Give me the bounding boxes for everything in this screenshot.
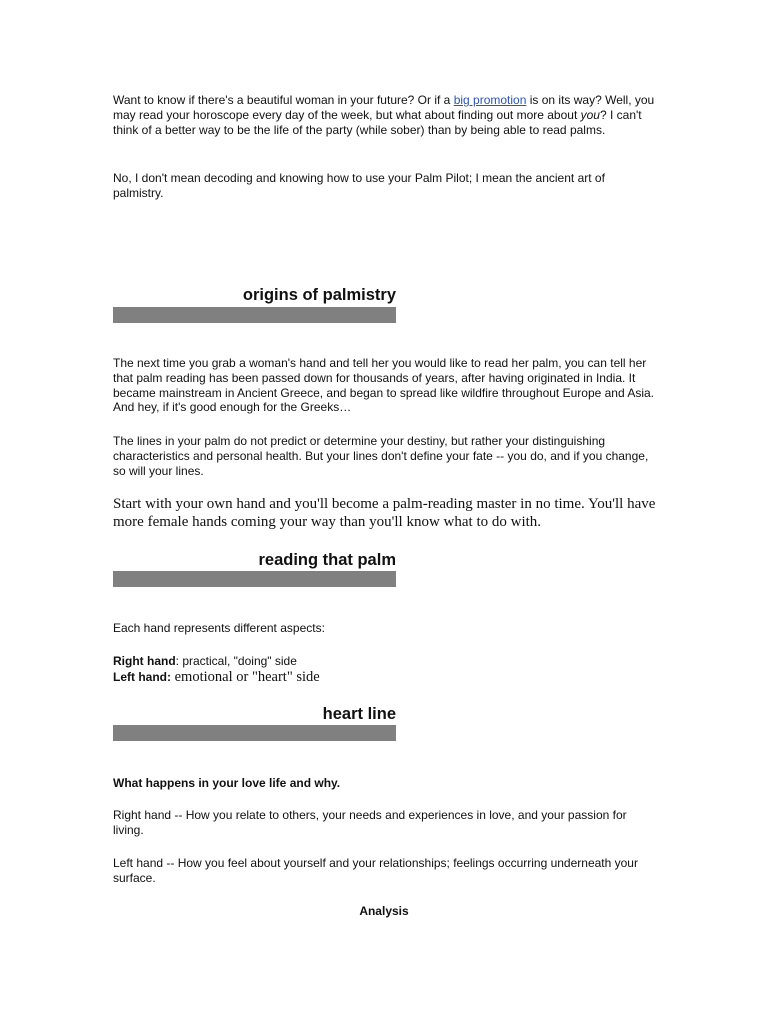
origins-paragraph-3: Start with your own hand and you'll become a palm-reading master in no time. You'll have more female hands coming your way than you'll know what to do with.	[113, 496, 656, 530]
heart-subheading: What happens in your love life and why.	[113, 776, 341, 790]
origins-heading-bar	[113, 307, 396, 323]
heart-line-heading-bar	[113, 725, 396, 741]
origins-paragraph-1: The next time you grab a woman's hand and tell her you would like to read her palm, you can tell her that palm reading has been passed down for thousands of years, after having originated in India. It became mainstream in Ancient Greece, and began to spread like wildfire throughout Europe and Asia. And hey, if it's good enough for the Greeks…	[113, 356, 654, 415]
intro-text-a: Want to know if there's a beautiful woman in your future? Or if a	[113, 93, 454, 107]
right-hand-label: Right hand	[113, 654, 176, 668]
analysis-title: Analysis	[359, 904, 409, 918]
intro-paragraph-2: No, I don't mean decoding and knowing how to use your Palm Pilot; I mean the ancient art of palmistry.	[113, 171, 605, 200]
left-hand-text: emotional or "heart" side	[171, 669, 320, 685]
right-hand-text: : practical, "doing" side	[175, 654, 297, 668]
origins-heading: origins of palmistry	[242, 286, 396, 304]
reading-intro: Each hand represents different aspects:	[113, 621, 325, 635]
intro-emphasis: you	[580, 107, 600, 122]
left-hand-label: Left hand:	[113, 670, 171, 684]
reading-heading: reading that palm	[258, 551, 396, 569]
intro-text-b: is on its way? Well, you may read your horoscope every day of the week, but what about finding out more about	[113, 93, 655, 122]
origins-paragraph-2: The lines in your palm do not predict or determine your destiny, but rather your distinguishing characteristics and personal health. But your lines don't define your fate -- you do, and if you change, so will your lines.	[113, 434, 649, 478]
heart-right-hand: Right hand -- How you relate to others, your needs and experiences in love, and your passion for living.	[113, 808, 627, 837]
document-page	[113, 0, 658, 1024]
big-promotion-link[interactable]: big promotion	[453, 93, 527, 107]
reading-heading-bar	[113, 571, 396, 587]
right-hand-line	[113, 654, 658, 669]
left-hand-line	[113, 670, 658, 685]
heart-line-heading: heart line	[322, 705, 396, 723]
intro-paragraph-1	[113, 93, 658, 137]
intro-text-c: ? I can't think of a better way to be the life of the party (while sober) than by being able to read palms.	[113, 107, 642, 137]
heart-left-hand: Left hand -- How you feel about yourself and your relationships; feelings occurring underneath your surface.	[113, 856, 638, 885]
